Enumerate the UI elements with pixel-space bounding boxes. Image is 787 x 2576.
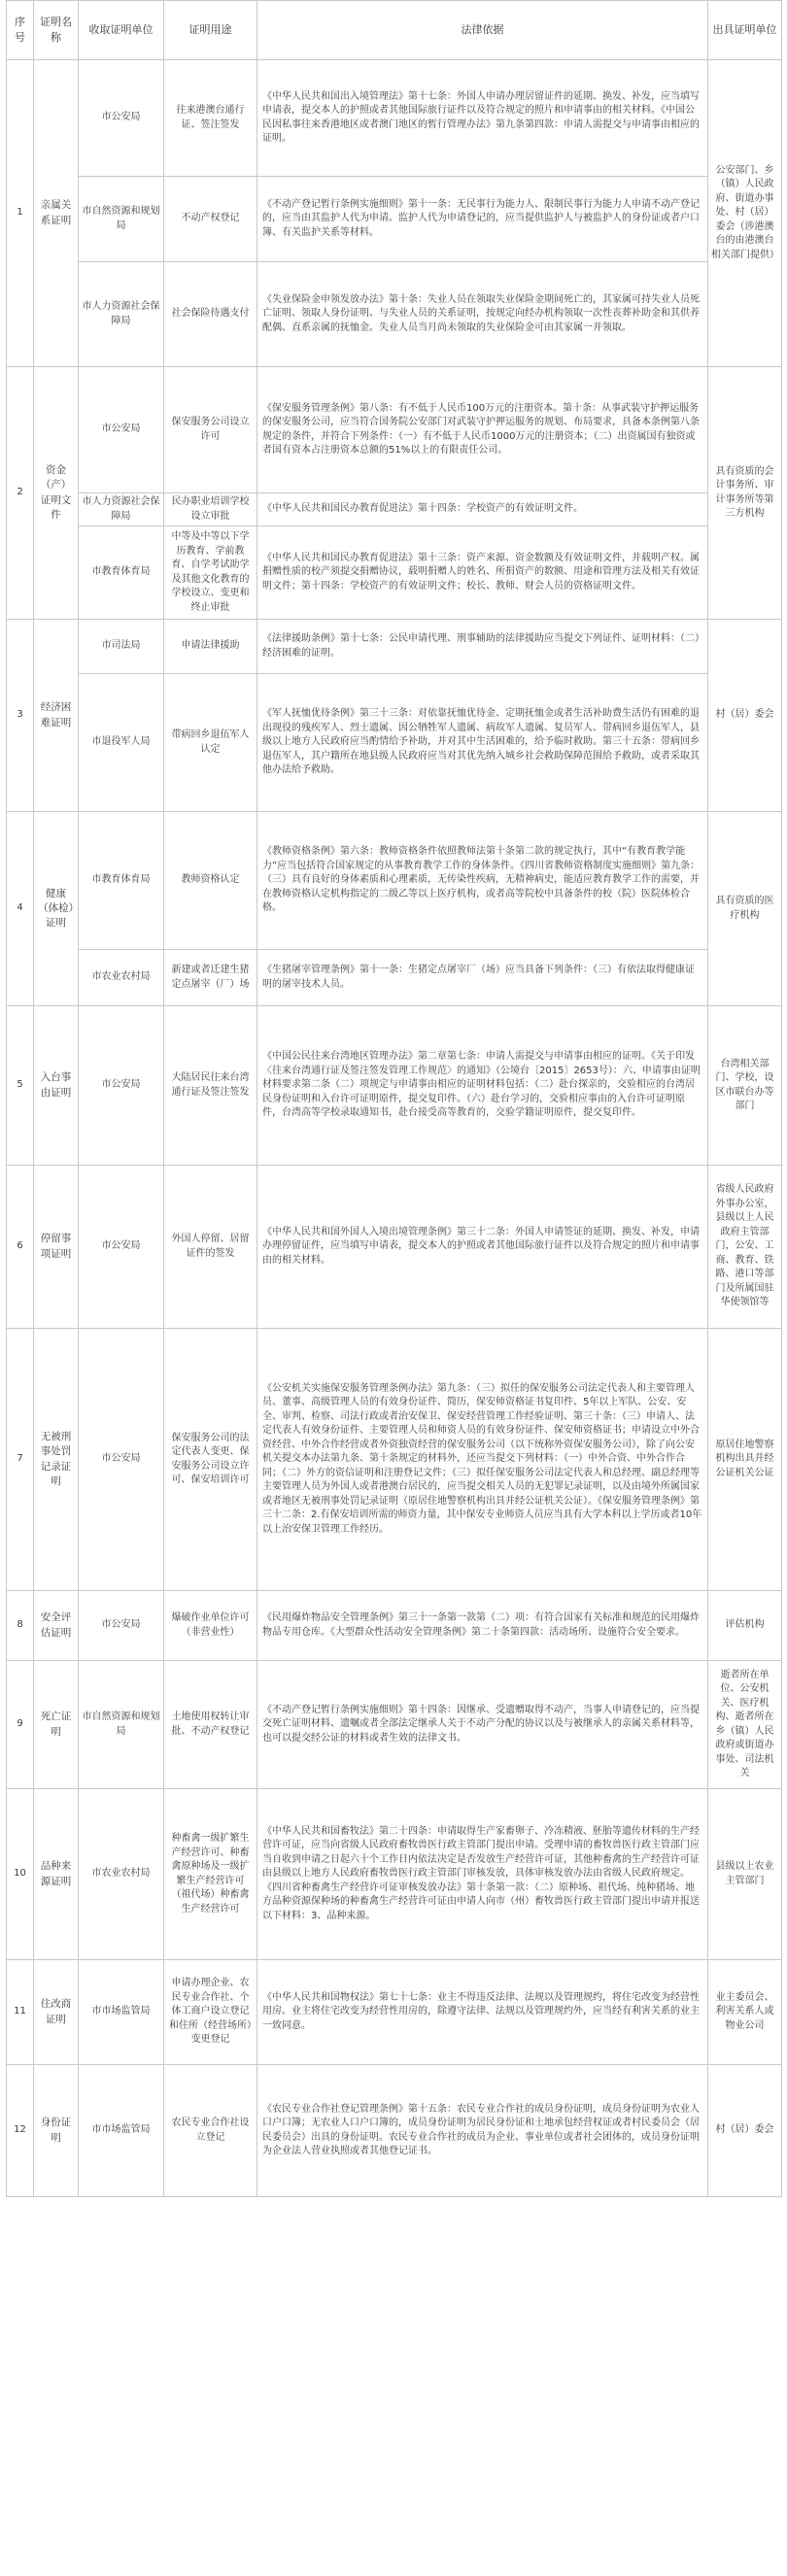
cert-name: 经济困难证明 bbox=[34, 620, 79, 812]
cert-name: 安全评估证明 bbox=[34, 1591, 79, 1661]
cert-name: 身份证明 bbox=[34, 2065, 79, 2197]
certificate-list-table bbox=[6, 0, 782, 2197]
row-seq: 3 bbox=[7, 620, 34, 812]
header-receiving-unit: 收取证明单位 bbox=[79, 1, 164, 60]
receiving-unit: 市公安局 bbox=[79, 1329, 164, 1591]
issuing-unit: 省级人民政府外事办公室，县级以上人民政府主管部门，公安、工商、教育、铁路、港口等部门及所属国驻华使领馆等 bbox=[708, 1166, 782, 1329]
header-seq: 序号 bbox=[7, 1, 34, 60]
receiving-unit: 市自然资源和规划局 bbox=[79, 177, 164, 262]
legal-basis: 《公安机关实施保安服务管理条例办法》第九条：（三）拟任的保安服务公司法定代表人和主要管理人员、董事、高级管理人员的有效身份证件、简历，保安师资格证书复印件、5年以上军队、公安、安全、审判、检察、司法行政或者治安保卫、保安经营管理工作经验证明、第三十条：（三）申请人、法定代表人有效身份证件、主要管理人员和师资人员的有效身份证件、保安师资格证书；申请设立中外合资经营、中外合作经营或者外资独资经营的保安服务公司（以下统称外资保安服务公司），除了向公安机关提交本办法第九条、第十条规定的材料外，还应当提交下列材料：（一）中外合资、中外合作合同；（二）外方的资信证明和注册登记文件；（三）拟任保安服务公司法定代表人和总经理、副总经理等主要管理人员为外国人或者港澳台居民的，应当提交相关人员的无犯罪记录证明，以及由境外所属国家或者地区无被刑事处罚记录证明（原居住地警察机构出具并经公证机关公证）。《保安服务管理条例》第三十二条：2.有保安培训所需的师资力量，其中保安专业师资人员应当具有大学本科以上学历或者10年以上治安保卫管理工作经历。 bbox=[257, 1329, 708, 1591]
receiving-unit: 市市场监管局 bbox=[79, 1960, 164, 2065]
issuing-unit: 村（居）委会 bbox=[708, 2065, 782, 2197]
row-seq: 11 bbox=[7, 1960, 34, 2065]
cert-name: 入台事由证明 bbox=[34, 1006, 79, 1166]
legal-basis: 《中华人民共和国物权法》第七十七条：业主不得违反法律、法规以及管理规约，将住宅改变为经营性用房。业主将住宅改变为经营性用房的，除遵守法律、法规以及管理规约外，应当经有利害关系的业主一致同意。 bbox=[257, 1960, 708, 2065]
legal-basis: 《不动产登记暂行条例实施细则》第十四条：因继承、受遗赠取得不动产，当事人申请登记的，应当提交死亡证明材料、遗嘱或者全部法定继承人关于不动产分配的协议以及与被继承人的亲属关系材料等，也可以提交经公证的材料或者生效的法律文书。 bbox=[257, 1661, 708, 1789]
receiving-unit: 市公安局 bbox=[79, 60, 164, 177]
cert-name: 住改商证明 bbox=[34, 1960, 79, 2065]
cert-name: 亲属关系证明 bbox=[34, 60, 79, 367]
purpose: 民办职业培训学校设立审批 bbox=[164, 493, 257, 526]
legal-basis: 《法律援助条例》第十七条：公民申请代理、刑事辅助的法律援助应当提交下列证件、证明材料：（二）经济困难的证明。 bbox=[257, 620, 708, 674]
row-seq: 7 bbox=[7, 1329, 34, 1591]
table-row bbox=[7, 1960, 782, 2065]
issuing-unit: 台湾相关部门、学校，设区市联台办等部门 bbox=[708, 1006, 782, 1166]
issuing-unit: 公安部门、乡（镇）人民政府、街道办事处、村（居）委会（涉港澳台的由港澳台相关部门提供） bbox=[708, 60, 782, 367]
purpose: 新建或者迁建生猪定点屠宰（厂）场 bbox=[164, 950, 257, 1006]
legal-basis: 《中国公民往来台湾地区管理办法》第二章第七条：申请人需提交与申请事由相应的证明。《关于印发〈往来台湾通行证及签注签发管理工作规范〉的通知》（公境台〔2015〕2653号）：六、申请事由证明材料要求第二条（二）项规定与申请事由相应的证明材料包括：（二）赴台探亲的，交验相应的台湾居民身份证明和入台许可证明原件，提交复印件。（六）赴台学习的，交验相应事由的入台许可证明原件，台湾高等学校录取通知书，赴台接受高等教育的，交验学籍证明原件，提交复印件。 bbox=[257, 1006, 708, 1166]
header-purpose: 证明用途 bbox=[164, 1, 257, 60]
issuing-unit: 逝者所在单位、公安机关、医疗机构、逝者所在乡（镇）人民政府或街道办事处、司法机关 bbox=[708, 1661, 782, 1789]
table-header-row bbox=[7, 1, 782, 60]
purpose: 教师资格认定 bbox=[164, 812, 257, 950]
issuing-unit: 具有资质的会计事务所、审计事务所等第三方机构 bbox=[708, 367, 782, 620]
receiving-unit: 市公安局 bbox=[79, 1006, 164, 1166]
legal-basis: 《民用爆炸物品安全管理条例》第三十一条第一款第（二）项：有符合国家有关标准和规范的民用爆炸物品专用仓库。《大型群众性活动安全管理条例》第二十条第四款：活动场所、设施符合安全要求。 bbox=[257, 1591, 708, 1661]
issuing-unit: 评估机构 bbox=[708, 1591, 782, 1661]
cert-name: 健康（体检）证明 bbox=[34, 812, 79, 1006]
receiving-unit: 市退役军人局 bbox=[79, 674, 164, 812]
legal-basis: 《中华人民共和国民办教育促进法》第十三条：资产来源、资金数额及有效证明文件，并载明产权。属捐赠性质的校产须提交捐赠协议，载明捐赠人的姓名、所捐资产的数额、用途和管理方法及相关有效证明文件；第十四条：学校资产的有效证明文件；校长、教师、财会人员的资格证明文件。 bbox=[257, 526, 708, 620]
table-row bbox=[7, 177, 782, 262]
purpose: 爆破作业单位许可（非营业性） bbox=[164, 1591, 257, 1661]
purpose: 带病回乡退伍军人认定 bbox=[164, 674, 257, 812]
table-row bbox=[7, 950, 782, 1006]
table-row bbox=[7, 1329, 782, 1591]
header-cert-name: 证明名称 bbox=[34, 1, 79, 60]
purpose: 申请法律援助 bbox=[164, 620, 257, 674]
issuing-unit: 具有资质的医疗机构 bbox=[708, 812, 782, 1006]
table-body bbox=[7, 60, 782, 2197]
table-row bbox=[7, 812, 782, 950]
row-seq: 6 bbox=[7, 1166, 34, 1329]
receiving-unit: 市农业农村局 bbox=[79, 950, 164, 1006]
receiving-unit: 市农业农村局 bbox=[79, 1789, 164, 1960]
table-row bbox=[7, 367, 782, 493]
purpose: 往来港澳台通行证、签注签发 bbox=[164, 60, 257, 177]
table-row bbox=[7, 526, 782, 620]
issuing-unit: 县级以上农业主管部门 bbox=[708, 1789, 782, 1960]
legal-basis: 《农民专业合作社登记管理条例》第十五条：农民专业合作社的成员身份证明，成员身份证明为农业人口户口簿；无农业人口户口簿的，成员身份证明为居民身份证和土地承包经营权证或者村民委员会（居民委员会）出具的身份证明。农民专业合作社的成员为企业、事业单位或者社会团体的，成员身份证明为企业法人营业执照或者其他登记证书。 bbox=[257, 2065, 708, 2197]
purpose: 种畜禽一级扩繁生产经营许可、种畜禽原种场及一级扩繁生产经营许可（祖代场）种畜禽生产经营许可 bbox=[164, 1789, 257, 1960]
cert-name: 无被刑事处罚记录证明 bbox=[34, 1329, 79, 1591]
receiving-unit: 市人力资源社会保障局 bbox=[79, 493, 164, 526]
cert-name: 停留事项证明 bbox=[34, 1166, 79, 1329]
row-seq: 4 bbox=[7, 812, 34, 1006]
table-row bbox=[7, 2065, 782, 2197]
receiving-unit: 市教育体育局 bbox=[79, 812, 164, 950]
cert-name: 死亡证明 bbox=[34, 1661, 79, 1789]
legal-basis: 《失业保险金申领发放办法》第十条：失业人员在领取失业保险金期间死亡的，其家属可持失业人员死亡证明、领取人身份证明、与失业人员的关系证明，按规定向经办机构领取一次性丧葬补助金和其供养配偶、直系亲属的抚恤金。失业人员当月尚未领取的失业保险金可由其家属一并领取。 bbox=[257, 262, 708, 367]
purpose: 土地使用权转让审批、不动产权登记 bbox=[164, 1661, 257, 1789]
receiving-unit: 市公安局 bbox=[79, 367, 164, 493]
purpose: 中等及中等以下学历教育、学前教育、自学考试助学及其他文化教育的学校设立、变更和终止审批 bbox=[164, 526, 257, 620]
table-row bbox=[7, 1006, 782, 1166]
legal-basis: 《中华人民共和国外国人入境出境管理条例》第三十二条：外国人申请签证的延期、换发、补发，申请办理停留证件，应当填写申请表，提交本人的护照或者其他国际旅行证件以及符合规定的照片和申请事由的相关材料。 bbox=[257, 1166, 708, 1329]
row-seq: 8 bbox=[7, 1591, 34, 1661]
receiving-unit: 市自然资源和规划局 bbox=[79, 1661, 164, 1789]
header-issuing-unit: 出具证明单位 bbox=[708, 1, 782, 60]
table-row bbox=[7, 1591, 782, 1661]
receiving-unit: 市司法局 bbox=[79, 620, 164, 674]
table-row bbox=[7, 60, 782, 177]
purpose: 申请办理企业、农民专业合作社、个体工商户设立登记和住所（经营场所）变更登记 bbox=[164, 1960, 257, 2065]
purpose: 社会保险待遇支付 bbox=[164, 262, 257, 367]
purpose: 大陆居民往来台湾通行证及签注签发 bbox=[164, 1006, 257, 1166]
table-row bbox=[7, 674, 782, 812]
legal-basis: 《不动产登记暂行条例实施细则》第十一条：无民事行为能力人、限制民事行为能力人申请不动产登记的，应当由其监护人代为申请。监护人代为申请登记的，应当提供监护人与被监护人的身份证或者户口簿、有关监护关系等材料。 bbox=[257, 177, 708, 262]
row-seq: 9 bbox=[7, 1661, 34, 1789]
legal-basis: 《中华人民共和国畜牧法》第二十四条：申请取得生产家畜卵子、冷冻精液、胚胎等遗传材料的生产经营许可证，应当向省级人民政府畜牧兽医行政主管部门提出申请。受理申请的畜牧兽医行政主管部门应当自收到申请之日起六十个工作日内依法决定是否发放生产经营许可证，其他种畜禽的生产经营许可证由县级以上地方人民政府畜牧兽医行政主管部门审核发放，具体审核发放办法由省级人民政府规定。《四川省种畜禽生产经营许可证审核发放办法》第十条第一款：（二）原种场、祖代场、纯种猪场、地方品种资源保种场的种畜禽生产经营许可证由申请人向市（州）畜牧兽医行政主管部门提出申请并报送以下材料：3、品种来源。 bbox=[257, 1789, 708, 1960]
issuing-unit: 业主委员会、利害关系人或物业公司 bbox=[708, 1960, 782, 2065]
legal-basis: 《中华人民共和国出入境管理法》第十七条：外国人申请办理居留证件的延期、换发、补发，应当填写申请表，提交本人的护照或者其他国际旅行证件以及符合规定的照片和申请事由的相关材料。《中国公民因私事往来香港地区或者澳门地区的暂行管理办法》第九条第四款：申请人需提交与申请事由相应的证明。 bbox=[257, 60, 708, 177]
purpose: 外国人停留、居留证件的签发 bbox=[164, 1166, 257, 1329]
row-seq: 1 bbox=[7, 60, 34, 367]
purpose: 保安服务公司设立许可 bbox=[164, 367, 257, 493]
table-row bbox=[7, 262, 782, 367]
table-row bbox=[7, 1166, 782, 1329]
cert-name: 资金（产）证明文件 bbox=[34, 367, 79, 620]
header-legal-basis: 法律依据 bbox=[257, 1, 708, 60]
row-seq: 5 bbox=[7, 1006, 34, 1166]
table-row bbox=[7, 1789, 782, 1960]
row-seq: 2 bbox=[7, 367, 34, 620]
row-seq: 12 bbox=[7, 2065, 34, 2197]
legal-basis: 《保安服务管理条例》第八条：有不低于人民币100万元的注册资本。第十条：从事武装守护押运服务的保安服务公司，应当符合国务院公安部门对武装守护押运服务的规划、布局要求，具备本条例第八条规定的条件，并符合下列条件：（一）有不低于人民币1000万元的注册资本；（二）出资属国有独资或者国有资本占注册资本总额的51%以上的有限责任公司。 bbox=[257, 367, 708, 493]
purpose: 不动产权登记 bbox=[164, 177, 257, 262]
purpose: 保安服务公司的法定代表人变更、保安服务公司设立许可、保安培训许可 bbox=[164, 1329, 257, 1591]
receiving-unit: 市公安局 bbox=[79, 1166, 164, 1329]
legal-basis: 《生猪屠宰管理条例》第十一条：生猪定点屠宰厂（场）应当具备下列条件：（三）有依法取得健康证明的屠宰技术人员。 bbox=[257, 950, 708, 1006]
table-row bbox=[7, 1661, 782, 1789]
legal-basis: 《教师资格条例》第六条：教师资格条件依照教师法第十条第二款的规定执行，其中“有教育教学能力”应当包括符合国家规定的从事教育教学工作的身体条件。《四川省教师资格制度实施细则》第九条：（三）具有良好的身体素质和心理素质，无传染性疾病，无精神病史，能适应教育教学工作的需要，并在教师资格认定机构指定的二级乙等以上医疗机构，或者高等院校中具备条件的校（院）医院体检合格。 bbox=[257, 812, 708, 950]
table-row bbox=[7, 493, 782, 526]
issuing-unit: 原居住地警察机构出具并经公证机关公证 bbox=[708, 1329, 782, 1591]
purpose: 农民专业合作社设立登记 bbox=[164, 2065, 257, 2197]
legal-basis: 《军人抚恤优待条例》第三十三条：对依靠抚恤优待金、定期抚恤金或者生活补助费生活仍有困难的退出现役的残疾军人、烈士遗属、因公牺牲军人遗属、病故军人遗属、复员军人、带病回乡退伍军人，县级以上地方人民政府应当酌情给予补助，并对其中生活困难的，给予临时救助。第三十五条：带病回乡退伍军人，其户籍所在地县级人民政府应当对其优先纳入城乡社会救助保障范围给予救助，或者采取其他办法给予救助。 bbox=[257, 674, 708, 812]
row-seq: 10 bbox=[7, 1789, 34, 1960]
cert-name: 品种来源证明 bbox=[34, 1789, 79, 1960]
receiving-unit: 市教育体育局 bbox=[79, 526, 164, 620]
receiving-unit: 市市场监管局 bbox=[79, 2065, 164, 2197]
legal-basis: 《中华人民共和国民办教育促进法》第十四条：学校资产的有效证明文件。 bbox=[257, 493, 708, 526]
issuing-unit: 村（居）委会 bbox=[708, 620, 782, 812]
receiving-unit: 市公安局 bbox=[79, 1591, 164, 1661]
receiving-unit: 市人力资源社会保障局 bbox=[79, 262, 164, 367]
table-row bbox=[7, 620, 782, 674]
